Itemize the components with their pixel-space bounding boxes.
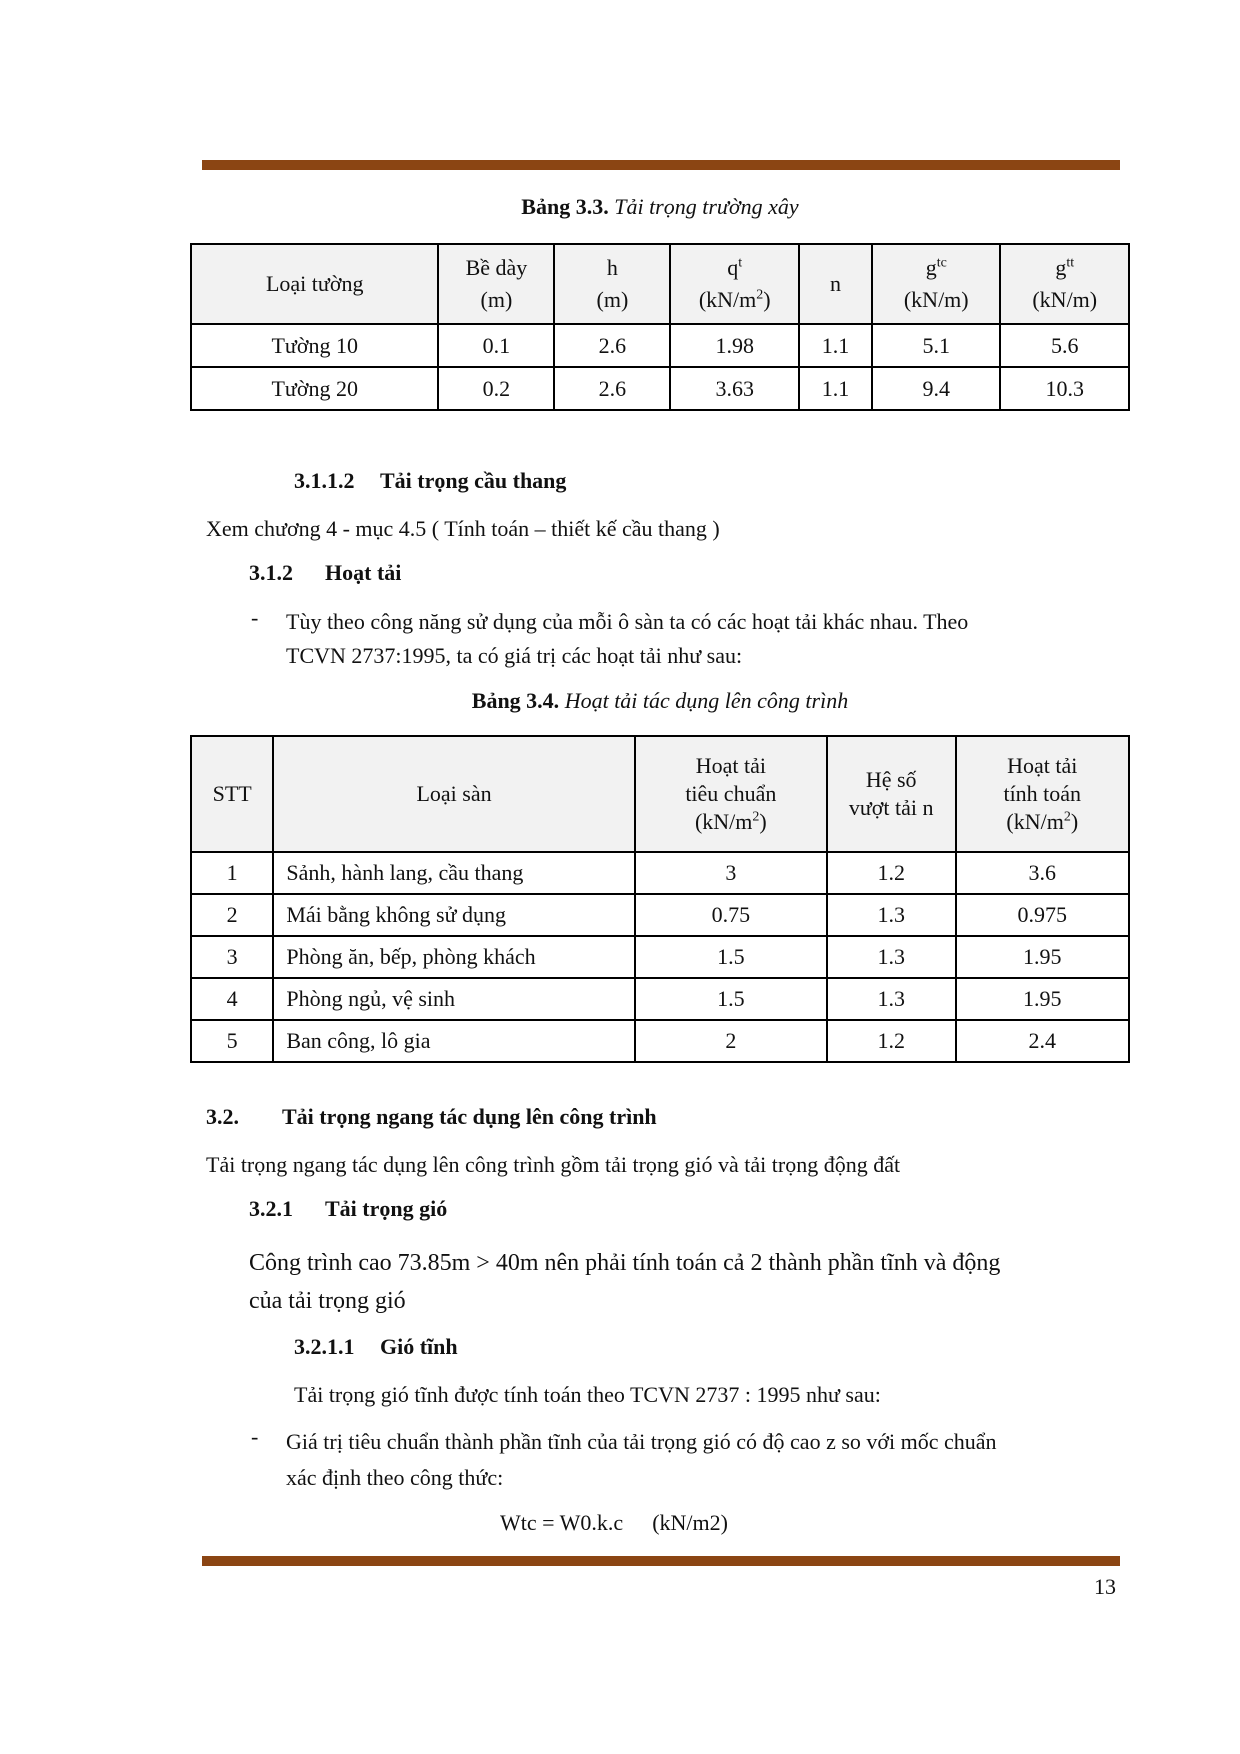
section-3-1-2-heading: 3.1.2 Hoạt tải	[249, 560, 402, 585]
cell: 0.2	[438, 367, 554, 410]
cell: 1	[191, 852, 273, 894]
table-3-3-caption	[190, 194, 1130, 220]
formula-unit: (kN/m2)	[652, 1510, 728, 1535]
cell: 1.3	[827, 936, 956, 978]
stair-reference: Xem chương 4 - mục 4.5 ( Tính toán – thiết kế cầu thang )	[206, 516, 720, 541]
cell: 1.95	[956, 978, 1129, 1020]
table-3-4-caption	[190, 688, 1130, 714]
caption-label: Bảng 3.4.	[471, 688, 560, 713]
cell: 1.2	[827, 852, 956, 894]
wind-paragraph-line2: của tải trọng gió	[249, 1288, 406, 1314]
table-row	[191, 324, 1129, 367]
cell: 2	[635, 1020, 827, 1062]
cell: 2	[191, 894, 273, 936]
header-standard-load: Hoạt tải tiêu chuẩn $(kN/m^2)$	[635, 736, 827, 852]
cell: Tường 10	[191, 324, 438, 367]
static-wind-paragraph: Tải trọng gió tĩnh được tính toán theo TCVN 2737 : 1995 như sau:	[294, 1382, 881, 1407]
cell: 2.6	[554, 367, 670, 410]
cell: 4	[191, 978, 273, 1020]
live-load-paragraph-line1: Tùy theo công năng sử dụng của mỗi ô sàn ta có các hoạt tải khác nhau. Theo	[286, 609, 969, 634]
table-3-3	[190, 243, 1130, 411]
wind-paragraph-line1: Công trình cao 73.85m > 40m nên phải tính toán cả 2 thành phần tĩnh và động	[249, 1250, 1001, 1276]
bullet-dash: -	[251, 1424, 259, 1449]
table-row	[191, 367, 1129, 410]
header-q: $q^t$ $(kN/m^2)$	[670, 244, 799, 324]
header-n: n	[799, 244, 872, 324]
cell: Sảnh, hành lang, cầu thang	[273, 852, 634, 894]
cell: 10.3	[1000, 367, 1129, 410]
footer-rule	[202, 1556, 1120, 1566]
header-design-load: Hoạt tải tính toán $(kN/m^2)$	[956, 736, 1129, 852]
page-number: 13	[1094, 1574, 1116, 1599]
live-load-paragraph-line2: TCVN 2737:1995, ta có giá trị các hoạt tải như sau:	[286, 643, 743, 668]
cell: 3.6	[956, 852, 1129, 894]
header-wall-type: Loại tường	[191, 244, 438, 324]
cell: 0.75	[635, 894, 827, 936]
static-wind-definition-line2: xác định theo công thức:	[286, 1465, 504, 1490]
cell: 0.975	[956, 894, 1129, 936]
static-wind-definition-line1: Giá trị tiêu chuẩn thành phần tĩnh của tải trọng gió có độ cao z so với mốc chuẩn	[286, 1429, 997, 1454]
cell: 1.95	[956, 936, 1129, 978]
wind-formula	[500, 1506, 728, 1540]
header-stt: STT	[191, 736, 273, 852]
cell: 5	[191, 1020, 273, 1062]
header-gtc: $g^{tc}$ (kN/m)	[872, 244, 1000, 324]
cell: 2.4	[956, 1020, 1129, 1062]
section-3-2-1-heading: 3.2.1 Tải trọng gió	[249, 1196, 448, 1221]
header-rule	[202, 160, 1120, 170]
cell: 1.5	[635, 936, 827, 978]
cell: 1.3	[827, 978, 956, 1020]
cell: 9.4	[872, 367, 1000, 410]
cell: 3	[635, 852, 827, 894]
cell: 1.1	[799, 324, 872, 367]
table-row	[191, 852, 1129, 894]
table-row	[191, 978, 1129, 1020]
cell: 1.3	[827, 894, 956, 936]
horizontal-load-paragraph: Tải trọng ngang tác dụng lên công trình gồm tải trọng gió và tải trọng động đất	[206, 1152, 901, 1177]
header-thickness: Bề dày (m)	[438, 244, 554, 324]
section-3-1-1-2-heading: 3.1.1.2 Tải trọng cầu thang	[294, 468, 567, 493]
header-gtt: $g^{tt}$ (kN/m)	[1000, 244, 1129, 324]
caption-label: Bảng 3.3.	[521, 194, 609, 219]
section-3-2-1-1-heading: 3.2.1.1 Gió tĩnh	[294, 1334, 458, 1359]
header-h: h (m)	[554, 244, 670, 324]
cell: 0.1	[438, 324, 554, 367]
cell: Ban công, lô gia	[273, 1020, 634, 1062]
cell: 3	[191, 936, 273, 978]
cell: Tường 20	[191, 367, 438, 410]
table-row	[191, 936, 1129, 978]
header-load-factor: Hệ số vượt tải n	[827, 736, 956, 852]
cell: 1.5	[635, 978, 827, 1020]
table-row	[191, 894, 1129, 936]
caption-title: Hoạt tải tác dụng lên công trình	[564, 688, 849, 713]
cell: 5.1	[872, 324, 1000, 367]
formula-expression: Wtc = W0.k.c	[500, 1510, 624, 1535]
cell: Phòng ngủ, vệ sinh	[273, 978, 634, 1020]
table-3-4	[190, 735, 1130, 1063]
cell: Mái bằng không sử dụng	[273, 894, 634, 936]
cell: 1.98	[670, 324, 799, 367]
bullet-dash: -	[251, 605, 259, 630]
cell: 1.1	[799, 367, 872, 410]
cell: 2.6	[554, 324, 670, 367]
cell: 1.2	[827, 1020, 956, 1062]
cell: 5.6	[1000, 324, 1129, 367]
header-floor-type: Loại sàn	[273, 736, 634, 852]
section-3-2-heading: 3.2. Tải trọng ngang tác dụng lên công trình	[206, 1104, 657, 1129]
cell: Phòng ăn, bếp, phòng khách	[273, 936, 634, 978]
table-row	[191, 1020, 1129, 1062]
cell: 3.63	[670, 367, 799, 410]
caption-title: Tải trọng trường xây	[614, 194, 799, 219]
